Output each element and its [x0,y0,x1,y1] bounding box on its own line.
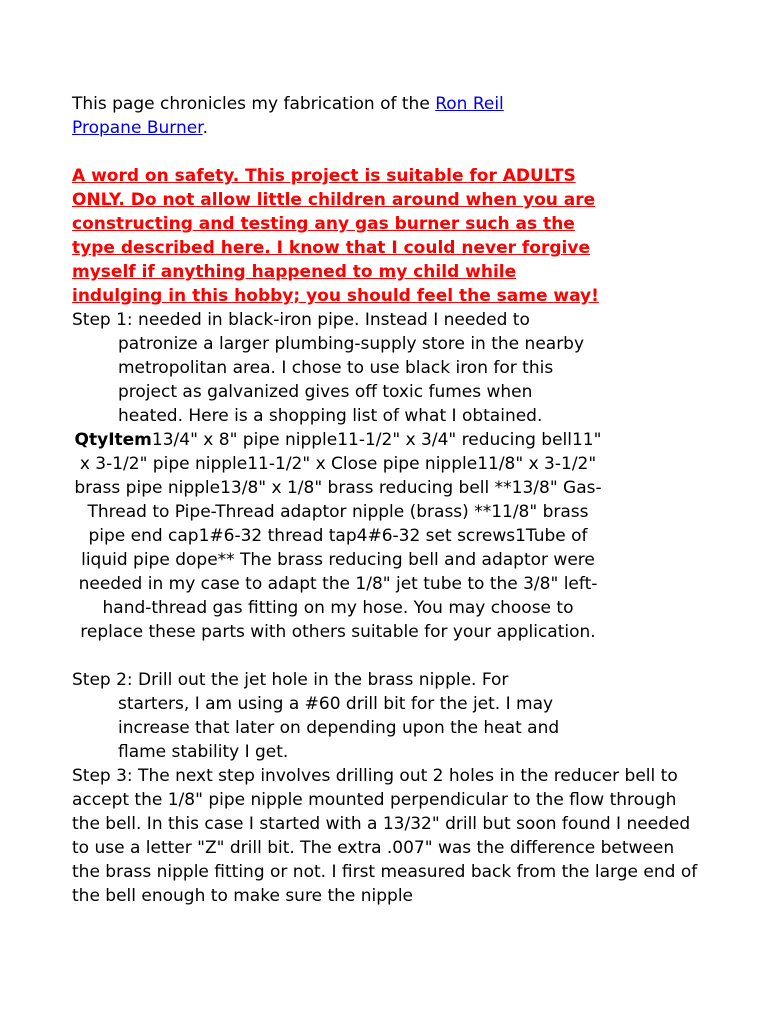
spacer [72,644,702,668]
step-3 [72,764,702,908]
shopping-list-items: 13/4" x 8" pipe nipple11-1/2" x 3/4" reducing bell11" x 3-1/2" pipe nipple11-1/2" x Close pipe nipple11/8" x 3-1/2" brass pipe nipple13/8" x 1/8" brass reducing bell **13/8" Gas-Thread to Pipe-Thread adaptor nipple (brass) **11/8" brass pipe end cap1#6-32 thread tap4#6-32 set screws1Tube of liquid pipe dope** The brass reducing bell and adaptor were needed in my case to adapt the 1/8" jet tube to the 3/8" left-hand-thread gas fitting on my hose. You may choose to replace these parts with others suitable for your application. [74,430,602,642]
ron-reil-burner-link[interactable]: Ron Reil Propane Burner [72,94,504,138]
document-page [72,92,702,908]
step-1-first-line: Step 1: needed in black-iron pipe. Instead I needed to [72,310,530,330]
intro-paragraph [72,92,542,140]
shopping-list [72,428,604,644]
step-3-body: Step 3: The next step involves drilling out 2 holes in the reducer bell to accept the 1/8" pipe nipple mounted perpendicular to the flow through the bell. In this case I started with a 13/32" drill but soon found I needed to use a letter "Z" drill bit. The extra .007" was the difference between the brass nipple fitting or not. I first measured back from the large end of the bell enough to make sure the nipple [72,766,698,906]
intro-text: This page chronicles my fabrication of the [72,94,436,114]
shopping-list-header: QtyItem [74,430,152,450]
step-2-first-line: Step 2: Drill out the jet hole in the brass nipple. For [72,670,509,690]
safety-warning: A word on safety. This project is suitable for ADULTS ONLY. Do not allow little children around when you are constructing and testing any gas burner such as the type described here. I know that I could never forgive myself if anything happened to my child while indulging in this hobby; you should feel the same way! [72,166,599,306]
step-2-body: starters, I am using a #60 drill bit for the jet. I may increase that later on depending upon the heat and flame stability I get. [118,694,560,762]
step-2 [72,668,702,764]
intro-period: . [202,118,209,138]
step-1 [72,308,702,644]
step-1-body: patronize a larger plumbing-supply store in the nearby metropolitan area. I chose to use black iron for this project as galvanized gives off toxic fumes when heated. Here is a shopping list of what I obtained. [118,334,585,426]
